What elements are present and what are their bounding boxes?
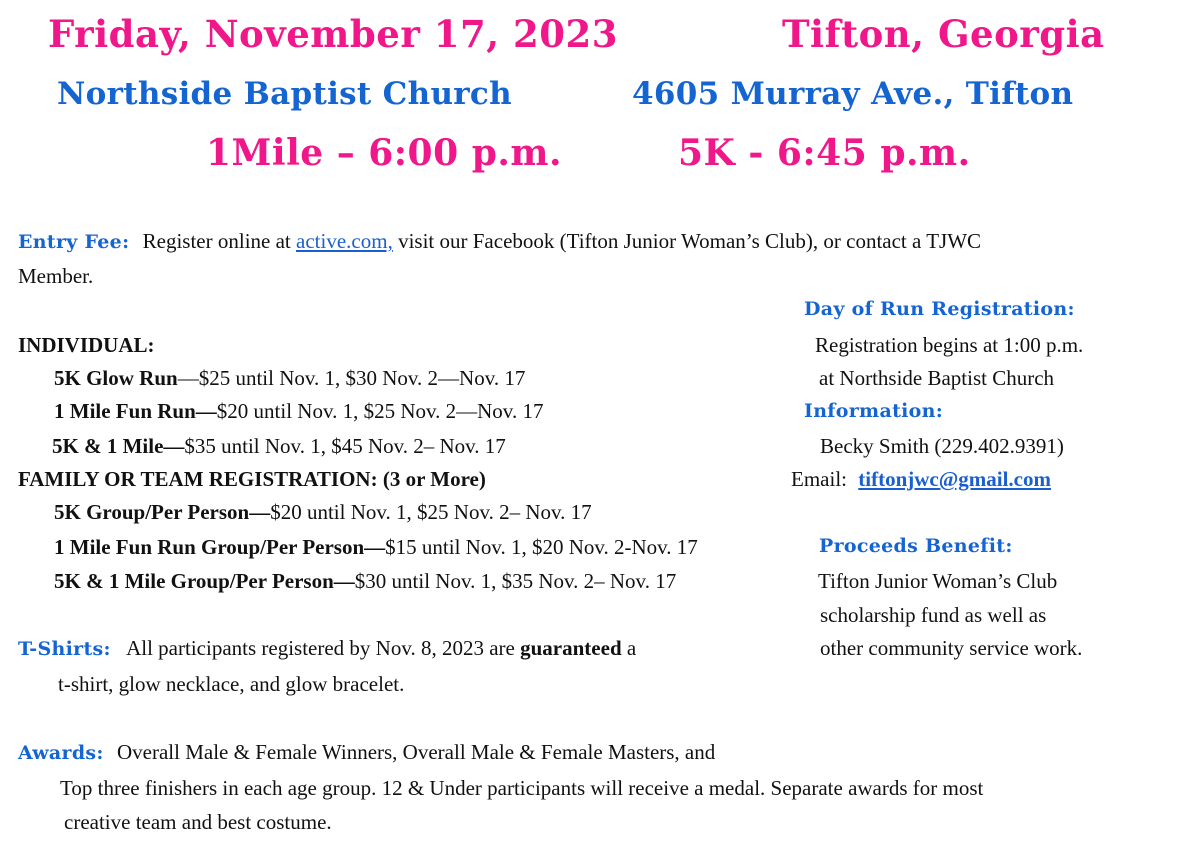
individual-item	[54, 366, 525, 391]
entry-fee-line-2: Member.	[18, 264, 94, 288]
entry-fee-text-after: visit our Facebook (Tifton Junior Woman’s Club), or contact a TJWC	[398, 229, 982, 253]
day-of-run-line-2: at Northside Baptist Church	[819, 366, 1055, 390]
contact-person: Becky Smith (229.402.9391)	[820, 434, 1064, 458]
proceeds-line-1: Tifton Junior Woman’s Club	[818, 569, 1058, 593]
entry-fee-line	[18, 229, 981, 254]
individual-item	[54, 399, 543, 424]
awards-line-1: Overall Male & Female Winners, Overall Male & Female Masters, and	[117, 740, 716, 764]
email-label: Email:	[791, 467, 847, 491]
entry-fee-text-before: Register online at	[142, 229, 291, 253]
information-label: Information:	[804, 400, 944, 422]
one-mile-start-time: 1Mile – 6:00 p.m.	[206, 132, 563, 174]
family-item	[54, 535, 698, 560]
item-name: 1 Mile Fun Run Group/Per Person—	[54, 535, 386, 559]
proceeds-label: Proceeds Benefit:	[819, 535, 1013, 557]
family-heading: FAMILY OR TEAM REGISTRATION: (3 or More)	[18, 467, 486, 491]
day-of-run-line-1: Registration begins at 1:00 p.m.	[815, 333, 1084, 357]
item-name: 1 Mile Fun Run—	[54, 399, 217, 423]
event-city: Tifton, Georgia	[782, 12, 1105, 56]
item-name: 5K & 1 Mile Group/Per Person—	[54, 569, 355, 593]
proceeds-line-3: other community service work.	[820, 636, 1083, 660]
family-item	[54, 500, 592, 525]
item-detail: —$25 until Nov. 1, $30 Nov. 2—Nov. 17	[177, 366, 526, 390]
item-name: 5K & 1 Mile—	[52, 434, 185, 458]
item-detail: $35 until Nov. 1, $45 Nov. 2– Nov. 17	[184, 434, 506, 458]
awards-line	[18, 740, 715, 765]
proceeds-line-2: scholarship fund as well as	[820, 603, 1047, 627]
item-detail: $15 until Nov. 1, $20 Nov. 2-Nov. 17	[385, 535, 698, 559]
event-date: Friday, November 17, 2023	[48, 12, 618, 56]
tshirts-line	[18, 636, 636, 661]
family-item	[54, 569, 676, 594]
awards-line-2: Top three finishers in each age group. 12 & Under participants will receive a medal. Separate awards for most	[60, 776, 984, 800]
tshirts-emphasis: guaranteed	[520, 636, 622, 660]
item-detail: $30 until Nov. 1, $35 Nov. 2– Nov. 17	[354, 569, 677, 593]
venue-address: 4605 Murray Ave., Tifton	[632, 76, 1074, 112]
awards-line-3: creative team and best costume.	[64, 810, 332, 834]
awards-label: Awards:	[18, 742, 104, 764]
individual-heading: INDIVIDUAL:	[18, 333, 155, 357]
item-detail: $20 until Nov. 1, $25 Nov. 2– Nov. 17	[270, 500, 592, 524]
entry-fee-label: Entry Fee:	[18, 231, 130, 253]
item-name: 5K Group/Per Person—	[54, 500, 271, 524]
item-detail: $20 until Nov. 1, $25 Nov. 2—Nov. 17	[216, 399, 544, 423]
tshirts-line-2: t-shirt, glow necklace, and glow bracelet.	[58, 672, 405, 696]
tshirts-label: T-Shirts:	[18, 638, 111, 660]
tshirts-text-before: All participants registered by Nov. 8, 2023 are	[126, 636, 515, 660]
item-name: 5K Glow Run	[54, 366, 178, 390]
day-of-run-label: Day of Run Registration:	[804, 298, 1075, 320]
tshirts-text-after: a	[626, 636, 637, 660]
email-link[interactable]: tiftonjwc@gmail.com	[858, 467, 1051, 491]
fivek-start-time: 5K - 6:45 p.m.	[678, 132, 971, 174]
active-com-link[interactable]: active.com,	[296, 229, 393, 253]
individual-item	[52, 434, 506, 459]
email-line	[791, 467, 1051, 492]
venue-name: Northside Baptist Church	[57, 76, 512, 112]
